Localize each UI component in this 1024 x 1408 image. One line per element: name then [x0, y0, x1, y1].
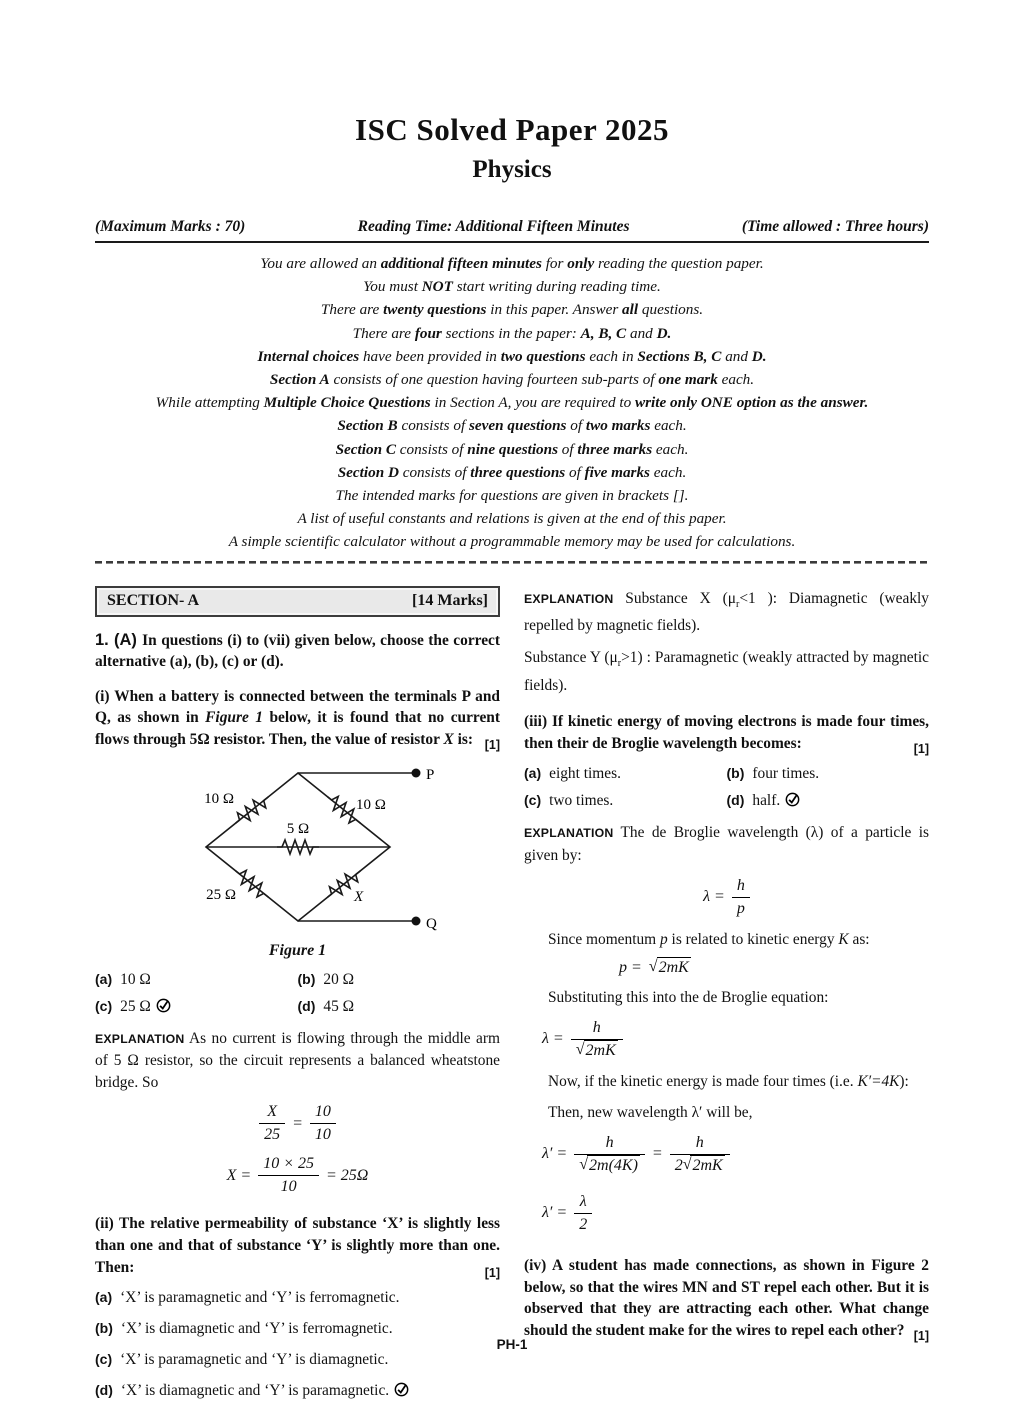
- terminal-p-dot: [411, 768, 420, 777]
- options-question-i: [95, 968, 500, 1018]
- resistor-bottom-left: [231, 865, 273, 902]
- option-c: (c) 25 Ω: [95, 995, 298, 1018]
- page-title: ISC Solved Paper 2025: [355, 112, 669, 147]
- correct-answer-icon: [156, 998, 171, 1013]
- figure-1-caption: Figure 1: [268, 941, 327, 959]
- instruction-line: You are allowed an additional fifteen minutes for only reading the question paper.: [260, 255, 764, 272]
- option-c: (c) two times.: [524, 792, 614, 810]
- question-1-ii: (ii) The relative permeability of substance ‘X’ is slightly less than one and that of substance ‘Y’ is slightly more than one. Then: [1]: [95, 1215, 500, 1280]
- instruction-line: Section C consists of nine questions of three marks each.: [335, 440, 689, 458]
- question-1-i: (i) When a battery is connected between the terminals P and Q, as shown in Figure 1 below, it is found that no current flows through 5Ω resistor. Then, the value of resistor X is: [1]: [95, 687, 500, 753]
- section-a-label: SECTION- A: [107, 591, 200, 609]
- equation-lambda-half: λ′ = $\frac{\lambda}{2}$: [542, 1192, 929, 1235]
- options-question-iii: [524, 762, 929, 812]
- equation-lambda-substituted: λ = $\frac{h}{√2mK}$: [542, 1018, 929, 1061]
- label-terminal-p: P: [425, 766, 434, 783]
- instruction-line: A simple scientific calculator without a programmable memory may be used for calculations.: [228, 533, 796, 551]
- resistor-top-left: [231, 791, 273, 828]
- equation-de-broglie: λ = $\frac{h}{p}$: [524, 876, 929, 919]
- explanation-question-i: EXPLANATION As no current is flowing through the middle arm of 5 Ω resistor, so the circuit represents a balanced wheatstone bridge. So: [95, 1029, 500, 1091]
- label-r-middle: 5 Ω: [286, 820, 309, 837]
- option-d: (d) half.: [727, 789, 930, 812]
- instructions-block: [95, 252, 929, 554]
- page-number: PH-1: [496, 1337, 528, 1352]
- instruction-line: Section D consists of three questions of five marks each.: [337, 463, 687, 481]
- instruction-line: There are four sections in the paper: A, B, C and D.: [352, 324, 672, 342]
- option-a: (a) ‘X’ is paramagnetic and ‘Y’ is ferromagnetic.: [95, 1289, 400, 1307]
- question-1a-intro: 1. (A) In questions (i) to (vii) given below, choose the correct alternative (a), (b), (c) or (d).: [95, 630, 500, 671]
- question-1-iii: (iii) If kinetic energy of moving electrons is made four times, then their de Broglie wavelength becomes: [1]: [524, 713, 929, 756]
- wheatstone-bridge-diagram: [148, 757, 448, 935]
- option-d: (d) ‘X’ is diamagnetic and ‘Y’ is paramagnetic.: [95, 1379, 500, 1402]
- page-footer: [0, 1337, 1024, 1352]
- instruction-line: A list of useful constants and relations is given at the end of this paper.: [297, 510, 727, 528]
- figure-1: [95, 757, 500, 960]
- option-a: (a) 10 Ω: [95, 970, 151, 988]
- instruction-line: There are twenty questions in this paper. Answer all questions.: [320, 301, 704, 319]
- equation-new-wavelength: λ′ = $\frac{h}{√2m(4K)}$ = $\frac{h}{2√2mK}$: [542, 1133, 929, 1176]
- explanation-question-ii-part1: EXPLANATION Substance X ($\mu_r<1$ ): Diamagnetic (weakly repelled by magnetic fields).: [524, 589, 929, 635]
- explanation-question-iii-intro: EXPLANATION The de Broglie wavelength (λ) of a particle is given by:: [524, 824, 929, 864]
- label-r-top-left: 10 Ω: [203, 790, 234, 807]
- max-marks: (Maximum Marks : 70): [95, 218, 246, 235]
- right-column: [524, 586, 929, 1403]
- explanation-new-wavelength-text: Then, new wavelength λ′ will be,: [548, 1104, 753, 1122]
- label-r-top-right: 10 Ω: [355, 796, 386, 813]
- page-subtitle: Physics: [472, 156, 552, 183]
- correct-answer-icon: [394, 1382, 409, 1397]
- instruction-line: The intended marks for questions are given in brackets [].: [335, 487, 689, 505]
- explanation-four-times-text: Now, if the kinetic energy is made four times (i.e. K′=4K):: [548, 1072, 909, 1090]
- option-a: (a) eight times.: [524, 765, 621, 783]
- question-1-iv: (iv) A student has made connections, as shown in Figure 2 below, so that the wires MN and ST repel each other. But it is observed that they are attracting each other. What change should the student make for the wires to repel each other? [1]: [524, 1256, 929, 1343]
- correct-answer-icon: [785, 792, 800, 807]
- option-d: (d) 45 Ω: [297, 997, 355, 1015]
- option-c: (c) ‘X’ is paramagnetic and ‘Y’ is diamagnetic.: [95, 1351, 389, 1369]
- option-b: (b) ‘X’ is diamagnetic and ‘Y’ is ferromagnetic.: [95, 1320, 393, 1338]
- instruction-line: While attempting Multiple Choice Questions in Section A, you are required to write only ONE option as the answer.: [155, 394, 869, 412]
- left-column: [95, 586, 500, 1403]
- equation-momentum: p = √2mK: [619, 958, 689, 977]
- reading-time: Reading Time: Additional Fifteen Minutes: [357, 218, 630, 235]
- equation-bridge-solution: X = $\frac{10 \times 25}{10}$ = 25Ω: [226, 1155, 369, 1196]
- instruction-line: Section A consists of one question having fourteen sub-parts of one mark each.: [269, 371, 755, 389]
- exam-meta-row: [95, 218, 929, 236]
- label-r-bottom-left: 25 Ω: [205, 886, 236, 903]
- explanation-momentum-text: Since momentum p is related to kinetic energy K as:: [548, 930, 870, 948]
- explanation-substitute-text: Substituting this into the de Broglie equation:: [548, 989, 829, 1007]
- equation-bridge-ratio: $\frac{X}{25}$ = $\frac{10}{10}$: [95, 1102, 500, 1145]
- header-rule: [95, 241, 929, 243]
- time-allowed: (Time allowed : Three hours): [741, 218, 929, 235]
- label-resistor-x: X: [353, 888, 363, 905]
- dashed-separator: [95, 561, 929, 564]
- option-b: (b) 20 Ω: [297, 970, 355, 988]
- instruction-line: Section B consists of seven questions of two marks each.: [337, 417, 687, 435]
- terminal-q-dot: [411, 916, 420, 925]
- instruction-line: You must NOT start writing during reading time.: [363, 278, 661, 296]
- label-terminal-q: Q: [425, 915, 437, 932]
- option-b: (b) four times.: [726, 765, 820, 783]
- section-a-header: [95, 586, 500, 617]
- instruction-line: Internal choices have been provided in two questions each in Sections B, C and D.: [257, 347, 767, 365]
- explanation-question-ii-part2: Substance Y $(\mu_r>1)$ : Paramagnetic (weakly attracted by magnetic fields).: [524, 648, 929, 694]
- section-a-marks: [14 Marks]: [412, 591, 488, 609]
